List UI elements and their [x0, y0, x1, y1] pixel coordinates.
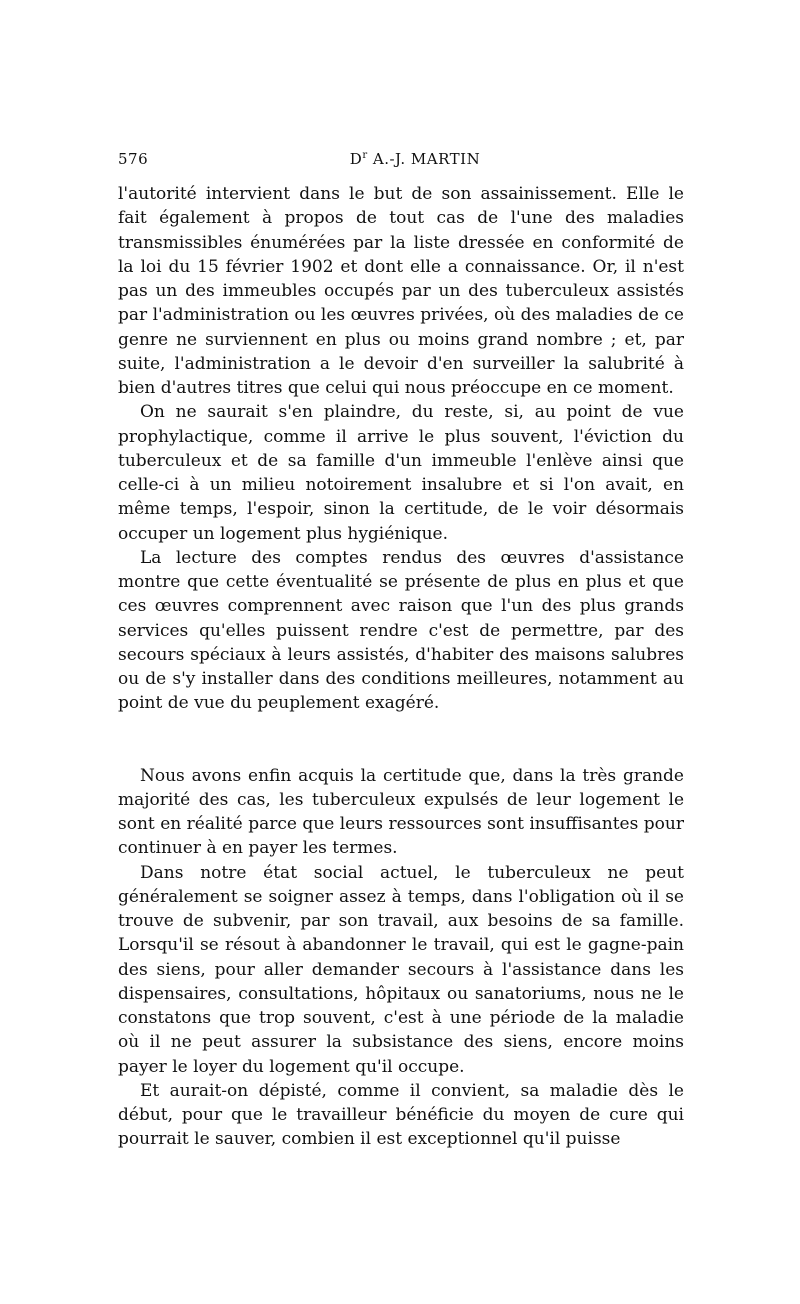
author-prefix: D: [349, 150, 363, 168]
running-title: [330, 150, 500, 168]
paragraph: Et aurait-on dépisté, comme il convient, sa maladie dès le début, pour que le travailleur bénéficie du moyen de cure qui pourrait le sauver, combien il est exceptionnel qu'il puisse: [118, 1080, 684, 1150]
paragraph: Nous avons enfin acquis la certitude que, dans la très grande majorité des cas, les tuberculeux expulsés de leur logement le sont en réalité parce que leurs ressources sont insuffisantes pour continuer à en payer les termes.: [118, 765, 684, 859]
paragraph: Dans notre état social actuel, le tuberculeux ne peut généralement se soigner assez à temps, dans l'obligation où il se trouve de subvenir, par son travail, aux besoins de sa famille. Lorsqu'il se résout à abandonner le travail, qui est le gagne-pain des siens, pour aller demander secours à l'assistance dans les dispensaires, consultations, hôpitaux ou sanatoriums, nous ne le constatons que trop souvent, c'est à une période de la maladie où il ne peut assurer la subsistance des siens, encore moins payer le loyer du logement qu'il occupe.: [118, 862, 684, 1077]
body-text: [118, 182, 684, 1152]
running-header: [118, 150, 684, 174]
section-break: [118, 716, 684, 764]
paragraph-continued: l'autorité intervient dans le but de son assainissement. Elle le fait également à propos de tout cas de l'une des maladies transmissibles énumérées par la liste dressée en conformité de la loi du 15 février 1902 et dont elle a connaissance. Or, il n'est pas un des immeubles occupés par un des tuberculeux assistés par l'administration ou les œuvres privées, où des maladies de ce genre ne surviennent en plus ou moins grand nombre ; et, par suite, l'administration a le devoir d'en surveiller la salubrité à bien d'autres titres que celui qui nous préoccupe en ce moment.: [118, 184, 684, 398]
paragraph: On ne saurait s'en plaindre, du reste, si, au point de vue prophylactique, comme il arrive le plus souvent, l'éviction du tuberculeux et de sa famille d'un immeuble l'enlève ainsi que celle-ci à un milieu notoirement insalubre et si l'on avait, en même temps, l'espoir, sinon la certitude, de le voir désormais occuper un logement plus hygiénique.: [118, 402, 684, 544]
author-name: A.-J. MARTIN: [367, 150, 481, 168]
page-number: 576: [118, 150, 149, 168]
paragraph: La lecture des comptes rendus des œuvres d'assistance montre que cette éventualité se présente de plus en plus et que ces œuvres comprennent avec raison que l'un des plus grands services qu'elles puissent rendre c'est de permettre, par des secours spéciaux à leurs assistés, d'habiter des maisons salubres ou de s'y installer dans des conditions meilleures, notamment au point de vue du peuplement exagéré.: [118, 547, 684, 714]
author-prefix-superscript: r: [362, 150, 368, 161]
